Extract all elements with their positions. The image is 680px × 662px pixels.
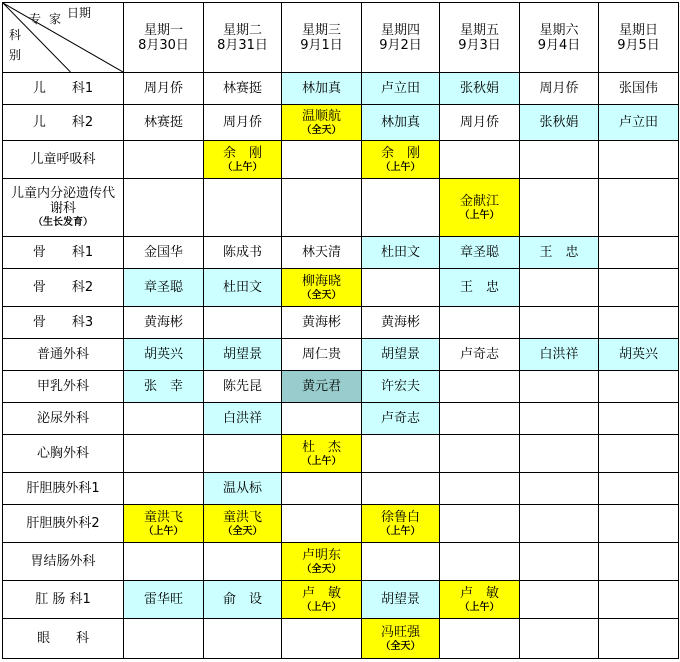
department-note: （生长发育）	[33, 216, 93, 228]
session-note: （全天）	[301, 563, 342, 575]
doctor-name: 许宏夫	[380, 379, 420, 394]
department-cell	[3, 269, 124, 307]
table-row	[3, 473, 679, 505]
doctor-name: 王 忠	[459, 280, 499, 295]
schedule-cell	[282, 179, 362, 237]
schedule-cell	[599, 435, 679, 473]
schedule-cell	[362, 371, 440, 403]
department-cell	[3, 73, 124, 105]
doctor-name: 卢 敏	[301, 585, 341, 601]
doctor-name: 周月侨	[143, 81, 183, 96]
doctor-name: 林加真	[380, 115, 420, 130]
schedule-cell	[599, 581, 679, 619]
schedule-cell	[124, 307, 204, 339]
schedule-cell	[520, 581, 599, 619]
schedule-cell	[124, 581, 204, 619]
day-header	[440, 3, 520, 73]
date-label: 9月1日	[300, 37, 343, 53]
table-row	[3, 543, 679, 581]
schedule-cell	[204, 105, 282, 141]
schedule-cell	[440, 73, 520, 105]
table-row	[3, 141, 679, 179]
schedule-cell	[440, 435, 520, 473]
schedule-cell	[362, 339, 440, 371]
doctor-name: 卢奇志	[380, 411, 420, 426]
schedule-cell	[440, 237, 520, 269]
doctor-name: 雷华旺	[143, 592, 183, 607]
session-note: （全天）	[301, 289, 342, 301]
day-header	[124, 3, 204, 73]
schedule-cell	[282, 141, 362, 179]
schedule-cell	[362, 237, 440, 269]
doctor-name: 周月侨	[539, 81, 579, 96]
weekday-label: 星期二	[222, 22, 262, 38]
schedule-cell	[282, 619, 362, 659]
schedule-cell	[204, 505, 282, 543]
schedule-cell	[362, 269, 440, 307]
department-label: 甲乳外科	[36, 379, 89, 394]
weekday-label: 星期六	[539, 22, 579, 38]
table-row	[3, 105, 679, 141]
session-note: （上午）	[143, 525, 184, 537]
schedule-cell	[282, 371, 362, 403]
doctor-name: 白洪祥	[222, 411, 262, 426]
schedule-cell	[362, 619, 440, 659]
schedule-cell	[599, 339, 679, 371]
doctor-name: 林赛挺	[143, 115, 183, 130]
session-note: （上午）	[301, 601, 342, 613]
table-row	[3, 73, 679, 105]
doctor-name: 徐鲁白	[380, 509, 420, 525]
schedule-cell	[282, 307, 362, 339]
department-label: 普通外科	[36, 347, 89, 362]
department-cell	[3, 403, 124, 435]
department-cell	[3, 371, 124, 403]
header-row	[3, 3, 679, 73]
weekday-label: 星期三	[301, 22, 341, 38]
department-label: 儿 科2	[32, 115, 94, 130]
department-label: 骨 科3	[32, 315, 94, 330]
doctor-name: 黄元君	[301, 379, 341, 394]
department-cell	[3, 141, 124, 179]
session-note: （全天）	[222, 525, 263, 537]
department-label: 眼 科	[36, 631, 89, 646]
schedule-cell	[520, 179, 599, 237]
department-label: 骨 科2	[32, 280, 94, 295]
schedule-cell	[362, 105, 440, 141]
schedule-cell	[204, 307, 282, 339]
schedule-cell	[362, 179, 440, 237]
corner-expert-label: 专家	[29, 12, 70, 26]
schedule-cell	[440, 403, 520, 435]
schedule-cell	[124, 73, 204, 105]
session-note: （上午）	[222, 161, 263, 173]
schedule-cell	[282, 543, 362, 581]
date-label: 9月5日	[617, 37, 660, 53]
day-header	[282, 3, 362, 73]
doctor-name: 张秋娟	[459, 81, 499, 96]
schedule-cell	[282, 473, 362, 505]
department-cell	[3, 105, 124, 141]
table-row	[3, 269, 679, 307]
doctor-name: 杜田文	[380, 245, 420, 260]
doctor-name: 张 幸	[143, 379, 183, 394]
schedule-cell	[282, 581, 362, 619]
schedule-cell	[520, 473, 599, 505]
doctor-name: 张秋娟	[539, 115, 579, 130]
table-row	[3, 403, 679, 435]
weekday-label: 星期日	[618, 22, 658, 38]
doctor-name: 余 刚	[380, 145, 420, 161]
department-cell	[3, 339, 124, 371]
doctor-name: 俞 设	[222, 592, 262, 607]
schedule-cell	[204, 435, 282, 473]
schedule-cell	[520, 339, 599, 371]
date-label: 9月3日	[458, 37, 501, 53]
doctor-name: 胡望景	[222, 347, 262, 362]
schedule-cell	[124, 179, 204, 237]
doctor-name: 卢明东	[301, 547, 341, 563]
schedule-cell	[204, 473, 282, 505]
weekday-label: 星期一	[143, 22, 183, 38]
schedule-cell	[520, 73, 599, 105]
doctor-name: 章圣聪	[143, 280, 183, 295]
schedule-cell	[440, 581, 520, 619]
corner-header-cell	[3, 3, 124, 73]
schedule-cell	[124, 473, 204, 505]
doctor-name: 周仁贵	[301, 347, 341, 362]
schedule-cell	[599, 307, 679, 339]
table-row	[3, 581, 679, 619]
schedule-cell	[124, 141, 204, 179]
schedule-cell	[124, 339, 204, 371]
schedule-cell	[599, 141, 679, 179]
schedule-cell	[124, 505, 204, 543]
doctor-name: 章圣聪	[459, 245, 499, 260]
department-label: 肝胆胰外科1	[26, 481, 100, 496]
department-cell	[3, 237, 124, 269]
schedule-cell	[362, 141, 440, 179]
date-label: 9月4日	[537, 37, 581, 53]
schedule-cell	[282, 105, 362, 141]
schedule-cell	[124, 105, 204, 141]
schedule-cell	[124, 435, 204, 473]
doctor-name: 童洪飞	[222, 509, 262, 525]
date-label: 8月30日	[138, 37, 189, 53]
doctor-name: 杜 杰	[301, 439, 341, 455]
schedule-cell	[204, 141, 282, 179]
department-cell	[3, 619, 124, 659]
schedule-table	[2, 2, 679, 659]
schedule-cell	[440, 179, 520, 237]
schedule-cell	[599, 237, 679, 269]
day-header	[362, 3, 440, 73]
schedule-cell	[362, 403, 440, 435]
schedule-cell	[440, 269, 520, 307]
schedule-cell	[204, 73, 282, 105]
doctor-name: 陈成书	[222, 245, 262, 260]
department-cell	[3, 435, 124, 473]
schedule-cell	[599, 543, 679, 581]
schedule-cell	[599, 505, 679, 543]
session-note: （上午）	[380, 161, 421, 173]
doctor-name: 陈先昆	[222, 379, 262, 394]
doctor-name: 卢立田	[618, 115, 658, 130]
doctor-name: 胡望景	[380, 347, 420, 362]
schedule-cell	[124, 619, 204, 659]
department-cell	[3, 543, 124, 581]
schedule-cell	[520, 543, 599, 581]
session-note: （上午）	[459, 601, 500, 613]
session-note: （全天）	[301, 124, 342, 136]
doctor-name: 黄海彬	[380, 315, 420, 330]
doctor-name: 金国华	[143, 245, 183, 260]
schedule-cell	[440, 141, 520, 179]
table-row	[3, 307, 679, 339]
doctor-name: 卢立田	[380, 81, 420, 96]
schedule-cell	[204, 237, 282, 269]
table-row	[3, 371, 679, 403]
schedule-cell	[599, 105, 679, 141]
table-row	[3, 339, 679, 371]
schedule-cell	[599, 371, 679, 403]
table-row	[3, 237, 679, 269]
schedule-cell	[440, 105, 520, 141]
schedule-cell	[362, 543, 440, 581]
doctor-name: 胡英兴	[143, 347, 183, 362]
schedule-body	[3, 73, 679, 659]
schedule-cell	[440, 339, 520, 371]
schedule-cell	[440, 307, 520, 339]
schedule-cell	[520, 269, 599, 307]
schedule-cell	[124, 269, 204, 307]
department-label: 儿童内分泌遗传代谢科	[10, 185, 115, 216]
weekday-label: 星期四	[380, 22, 420, 38]
schedule-cell	[204, 179, 282, 237]
schedule-cell	[282, 505, 362, 543]
schedule-cell	[204, 619, 282, 659]
schedule-cell	[599, 403, 679, 435]
table-row	[3, 435, 679, 473]
schedule-cell	[282, 403, 362, 435]
doctor-name: 卢 敏	[459, 585, 499, 601]
department-label: 儿童呼吸科	[30, 152, 96, 167]
department-label: 肝胆胰外科2	[26, 516, 100, 531]
session-note: （全天）	[380, 640, 421, 652]
schedule-cell	[124, 237, 204, 269]
day-header	[599, 3, 679, 73]
schedule-cell	[282, 73, 362, 105]
schedule-cell	[124, 403, 204, 435]
schedule-cell	[362, 473, 440, 505]
corner-dept-bottom-label: 别	[9, 48, 22, 62]
schedule-cell	[124, 543, 204, 581]
schedule-cell	[282, 339, 362, 371]
doctor-name: 林天清	[301, 245, 341, 260]
doctor-name: 胡英兴	[618, 347, 658, 362]
department-label: 心胸外科	[36, 446, 89, 461]
department-cell	[3, 581, 124, 619]
schedule-cell	[520, 307, 599, 339]
date-label: 9月2日	[379, 37, 422, 53]
schedule-cell	[440, 543, 520, 581]
schedule-cell	[599, 473, 679, 505]
doctor-name: 余 刚	[222, 145, 262, 161]
schedule-cell	[204, 269, 282, 307]
department-label: 胃结肠外科	[30, 554, 96, 569]
schedule-cell	[362, 581, 440, 619]
schedule-cell	[440, 371, 520, 403]
schedule-cell	[520, 505, 599, 543]
schedule-cell	[520, 403, 599, 435]
schedule-cell	[362, 307, 440, 339]
department-label: 泌尿外科	[36, 411, 89, 426]
schedule-cell	[204, 543, 282, 581]
doctor-name: 温顺航	[301, 108, 341, 124]
doctor-name: 卢奇志	[459, 347, 499, 362]
schedule-cell	[362, 505, 440, 543]
doctor-name: 冯旺强	[380, 624, 420, 640]
table-row	[3, 179, 679, 237]
schedule-cell	[440, 619, 520, 659]
doctor-name: 杜田文	[222, 280, 262, 295]
doctor-name: 温从标	[222, 481, 262, 496]
doctor-name: 林加真	[301, 81, 341, 96]
schedule-cell	[124, 371, 204, 403]
doctor-name: 王 忠	[539, 245, 579, 260]
schedule-cell	[520, 435, 599, 473]
doctor-name: 童洪飞	[143, 509, 183, 525]
schedule-cell	[520, 105, 599, 141]
schedule-cell	[362, 435, 440, 473]
schedule-cell	[599, 269, 679, 307]
schedule-cell	[520, 141, 599, 179]
schedule-cell	[282, 435, 362, 473]
doctor-name: 黄海彬	[143, 315, 183, 330]
weekday-label: 星期五	[459, 22, 499, 38]
doctor-name: 柳海晓	[301, 273, 341, 289]
doctor-name: 白洪祥	[539, 347, 579, 362]
day-header	[204, 3, 282, 73]
schedule-cell	[520, 619, 599, 659]
department-label: 骨 科1	[32, 245, 94, 260]
doctor-name: 周月侨	[459, 115, 499, 130]
schedule-cell	[204, 371, 282, 403]
schedule-cell	[440, 473, 520, 505]
corner-dept-top-label: 科	[9, 28, 22, 42]
schedule-cell	[599, 619, 679, 659]
corner-date-label: 日期	[67, 6, 92, 20]
table-row	[3, 505, 679, 543]
schedule-cell	[440, 505, 520, 543]
schedule-cell	[204, 581, 282, 619]
doctor-name: 胡望景	[380, 592, 420, 607]
session-note: （上午）	[380, 525, 421, 537]
department-cell	[3, 307, 124, 339]
doctor-name: 黄海彬	[301, 315, 341, 330]
table-row	[3, 619, 679, 659]
schedule-cell	[599, 179, 679, 237]
schedule-cell	[204, 339, 282, 371]
schedule-cell	[204, 403, 282, 435]
schedule-cell	[362, 73, 440, 105]
doctor-name: 周月侨	[222, 115, 262, 130]
day-header	[520, 3, 599, 73]
schedule-cell	[520, 371, 599, 403]
department-cell	[3, 179, 124, 237]
doctor-name: 林赛挺	[222, 81, 262, 96]
department-cell	[3, 473, 124, 505]
department-label: 儿 科1	[32, 81, 94, 96]
session-note: （上午）	[459, 209, 500, 221]
session-note: （上午）	[301, 455, 342, 467]
schedule-cell	[599, 73, 679, 105]
department-cell	[3, 505, 124, 543]
doctor-name: 金献江	[459, 193, 499, 209]
schedule-cell	[520, 237, 599, 269]
date-label: 8月31日	[217, 37, 268, 53]
schedule-cell	[282, 269, 362, 307]
doctor-name: 张国伟	[618, 81, 658, 96]
schedule-cell	[282, 237, 362, 269]
department-label: 肛 肠 科1	[35, 592, 91, 607]
